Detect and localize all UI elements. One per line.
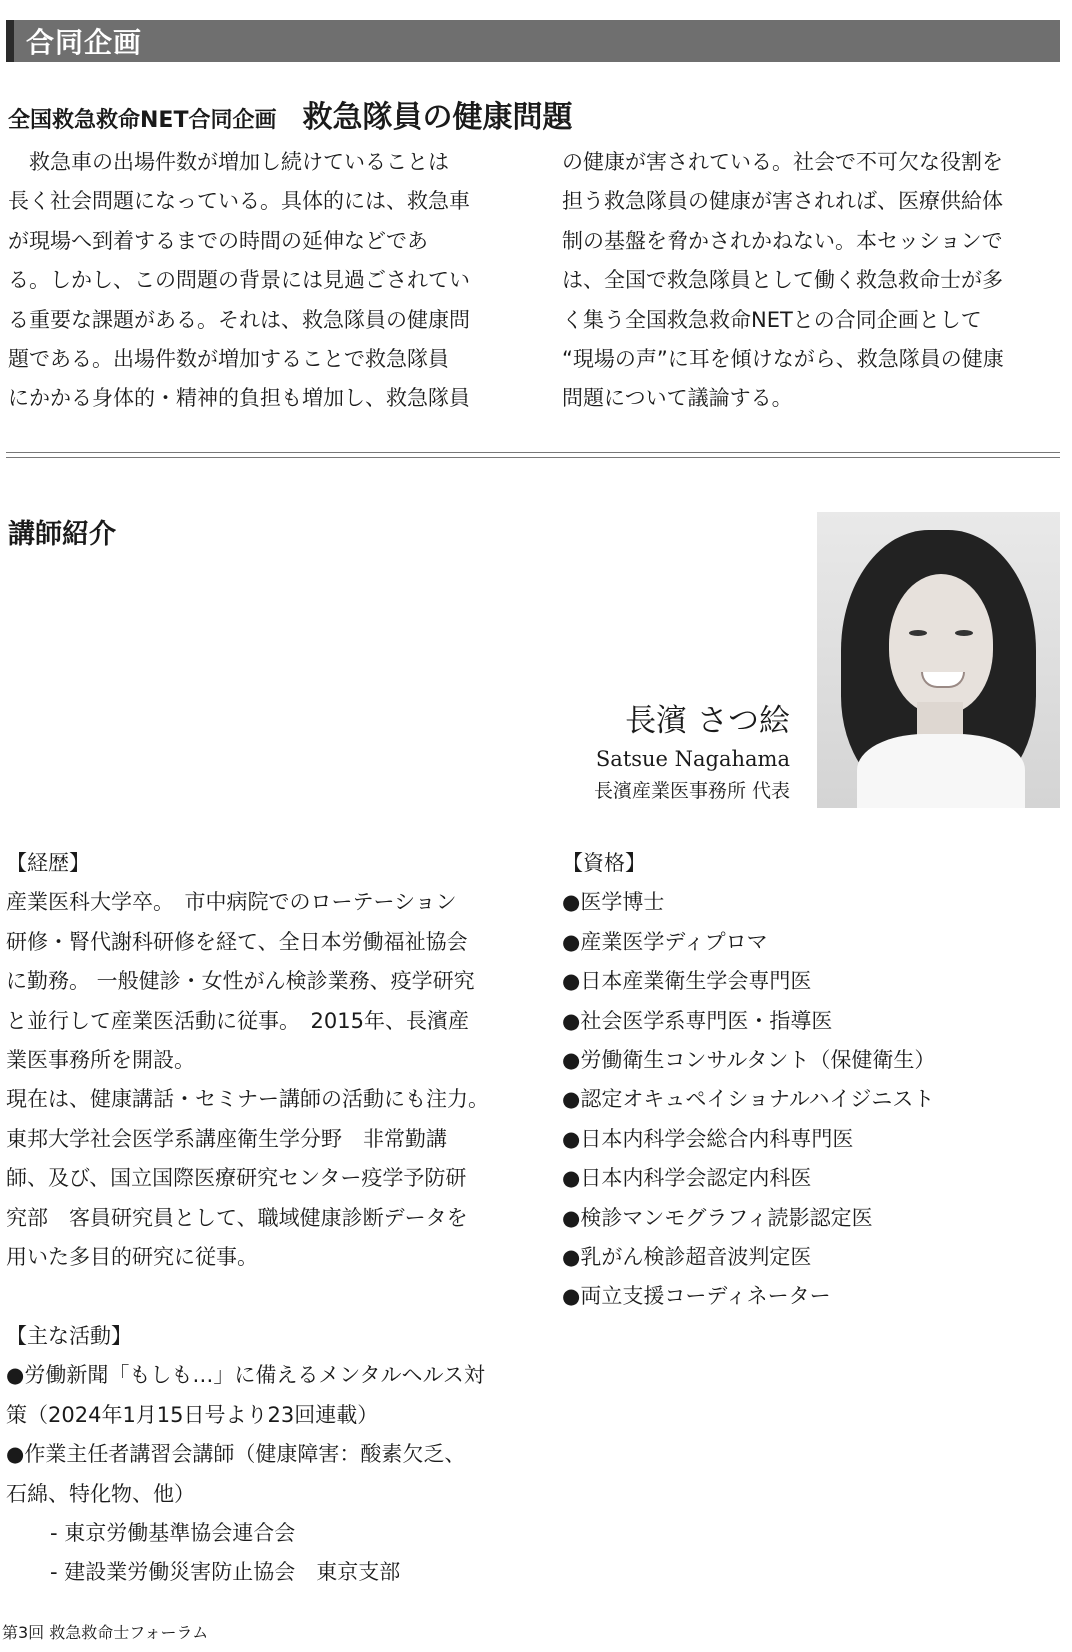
spacer bbox=[6, 1277, 506, 1316]
activity-line: 石綿、特化物、他） bbox=[6, 1481, 195, 1506]
abstract-left-column bbox=[8, 143, 508, 419]
abstract-line: く集う全国救急救命NETとの合同企画として bbox=[562, 307, 982, 332]
abstract-line: 長く社会問題になっている。具体的には、救急車 bbox=[8, 189, 470, 214]
activity-sub-item: - 東京労働基準協会連合会 bbox=[50, 1520, 296, 1545]
qualifications-heading: 【資格】 bbox=[562, 851, 646, 875]
activity-sub-item: - 建設業労働災害防止協会 東京支部 bbox=[50, 1560, 401, 1585]
abstract-line: 題である。出場件数が増加することで救急隊員 bbox=[8, 347, 449, 372]
speaker-name-jp: 長濱 さつ絵 bbox=[625, 703, 790, 739]
section-banner bbox=[6, 20, 1060, 62]
speaker-info bbox=[594, 700, 790, 806]
career-line: 現在は、健康講話・セミナー講師の活動にも注力。 bbox=[6, 1087, 489, 1112]
section-title-speaker: 講師紹介 bbox=[8, 519, 116, 550]
abstract-line: は、全国で救急隊員として働く救急救命士が多 bbox=[562, 268, 1003, 293]
abstract-line: る重要な課題がある。それは、救急隊員の健康問 bbox=[8, 307, 470, 332]
qualification-item: ●認定オキュペイショナルハイジニスト bbox=[562, 1087, 935, 1112]
career-line: 用いた多目的研究に従事。 bbox=[6, 1245, 258, 1270]
activity-line: 策（2024年1月15日号より23回連載） bbox=[6, 1402, 379, 1427]
abstract-line: 制の基盤を脅かされかねない。本セッションで bbox=[562, 228, 1003, 253]
abstract-line: “現場の声”に耳を傾けながら、救急隊員の健康 bbox=[562, 347, 1004, 372]
career-heading: 【経歴】 bbox=[6, 851, 90, 875]
career-line: 産業医科大学卒。 市中病院でのローテーション bbox=[6, 890, 457, 915]
activity-line: ●労働新聞「もしも…」に備えるメンタルヘルス対 bbox=[6, 1363, 485, 1388]
speaker-name-en: Satsue Nagahama bbox=[595, 747, 790, 771]
qualification-item: ●社会医学系専門医・指導医 bbox=[562, 1008, 833, 1033]
abstract-line: が現場へ到着するまでの時間の延伸などであ bbox=[8, 228, 428, 253]
abstract-line: 問題について議論する。 bbox=[562, 386, 793, 411]
qualification-item: ●検診マンモグラフィ読影認定医 bbox=[562, 1205, 873, 1230]
abstract-line: 救急車の出場件数が増加し続けていることは bbox=[8, 150, 449, 174]
qualification-item: ●労働衛生コンサルタント（保健衛生） bbox=[562, 1048, 936, 1073]
speaker-portrait-icon bbox=[817, 512, 1060, 808]
career-line: 東邦大学社会医学系講座衛生学分野 非常勤講 bbox=[6, 1126, 447, 1151]
abstract-right-column bbox=[562, 143, 1062, 419]
career-line: と並行して産業医活動に従事。 2015年、長濱産 bbox=[6, 1008, 469, 1033]
banner-title: 合同企画 bbox=[26, 26, 143, 59]
headline bbox=[8, 92, 572, 136]
activities-heading: 【主な活動】 bbox=[6, 1323, 132, 1348]
abstract-line: る。しかし、この問題の背景には見過ごされてい bbox=[8, 268, 470, 293]
abstract-line: 担う救急隊員の健康が害されれば、医療供給体 bbox=[562, 189, 1003, 214]
page-footer: 第3回 救急救命士フォーラム bbox=[2, 1623, 209, 1642]
career-column bbox=[6, 844, 506, 1593]
activity-line: ●作業主任者講習会講師（健康障害：酸素欠乏、 bbox=[6, 1442, 466, 1467]
career-line: に勤務。 一般健診・女性がん検診業務、疫学研究 bbox=[6, 969, 475, 994]
qualifications-column bbox=[562, 844, 1062, 1317]
headline-subtitle: 全国救急救命NET合同企画 bbox=[8, 108, 277, 133]
qualification-item: ●日本内科学会総合内科専門医 bbox=[562, 1126, 854, 1151]
abstract-line: の健康が害されている。社会で不可欠な役割を bbox=[562, 150, 1003, 174]
qualification-item: ●産業医学ディプロマ bbox=[562, 929, 768, 954]
career-line: 業医事務所を開設。 bbox=[6, 1048, 195, 1073]
career-line: 研修・腎代謝科研修を経て、全日本労働福祉協会 bbox=[6, 929, 468, 954]
qualification-item: ●乳がん検診超音波判定医 bbox=[562, 1245, 812, 1270]
qualification-item: ●日本産業衛生学会専門医 bbox=[562, 969, 812, 994]
divider-top bbox=[6, 452, 1060, 453]
speaker-affiliation: 長濱産業医事務所 代表 bbox=[593, 780, 790, 802]
abstract-line: にかかる身体的・精神的負担も増加し、救急隊員 bbox=[8, 386, 470, 411]
divider-bottom bbox=[6, 457, 1060, 458]
qualification-item: ●医学博士 bbox=[562, 890, 665, 915]
career-line: 究部 客員研究員として、職域健康診断データを bbox=[6, 1205, 468, 1230]
headline-title: 救急隊員の健康問題 bbox=[302, 100, 573, 135]
career-line: 師、及び、国立国際医療研究センター疫学予防研 bbox=[6, 1166, 467, 1191]
qualification-item: ●日本内科学会認定内科医 bbox=[562, 1166, 812, 1191]
banner-accent-bar bbox=[6, 20, 14, 62]
qualification-item: ●両立支援コーディネーター bbox=[562, 1284, 831, 1309]
